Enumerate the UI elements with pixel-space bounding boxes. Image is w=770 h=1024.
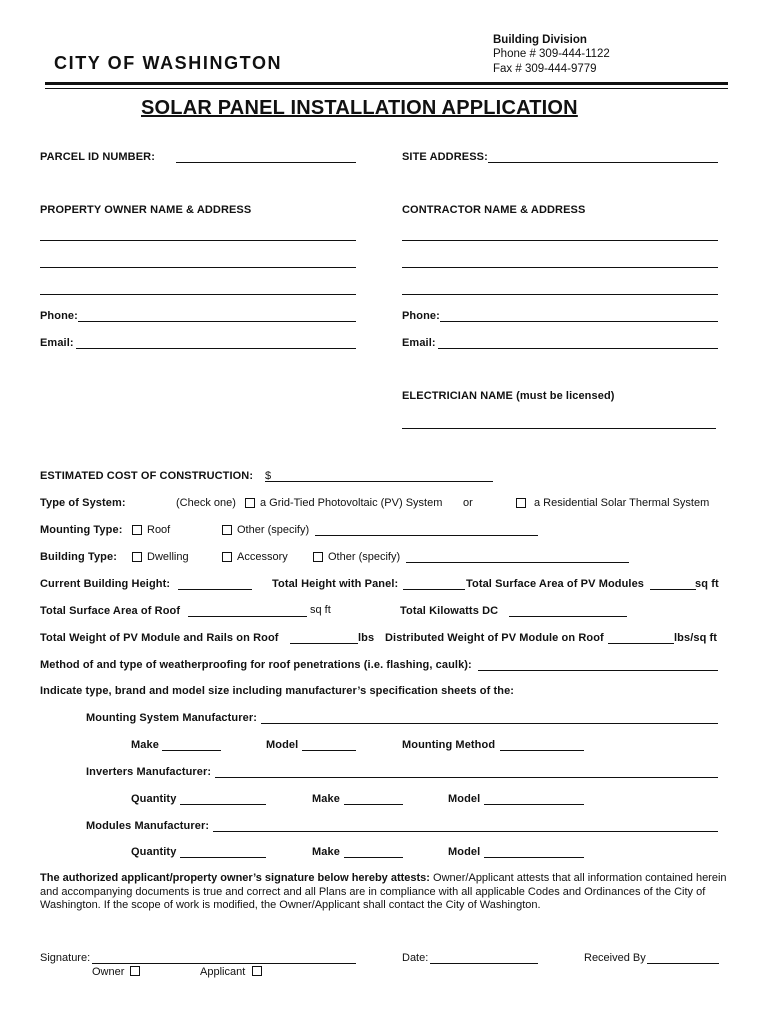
building-division: Building Division — [493, 34, 587, 46]
parcel-id-field[interactable] — [176, 162, 356, 163]
header-rule-thick — [45, 82, 728, 85]
page-title: SOLAR PANEL INSTALLATION APPLICATION — [141, 97, 578, 119]
signature-field[interactable] — [92, 963, 356, 964]
building-dwelling-checkbox[interactable] — [132, 552, 142, 562]
estimated-cost-label: ESTIMATED COST OF CONSTRUCTION: — [40, 470, 254, 482]
owner-phone-field[interactable] — [78, 321, 356, 322]
building-accessory-checkbox[interactable] — [222, 552, 232, 562]
contractor-phone-field[interactable] — [440, 321, 718, 322]
owner-address-line-1[interactable] — [40, 240, 356, 241]
owner-address-line-3[interactable] — [40, 294, 356, 295]
type-of-system-label: Type of System: — [40, 497, 126, 509]
total-weight-label: Total Weight of PV Module and Rails on Roof — [40, 632, 279, 644]
mounting-other-field[interactable] — [315, 535, 538, 536]
owner-checkbox[interactable] — [130, 966, 140, 976]
mounting-type-label: Mounting Type: — [40, 524, 123, 536]
mounting-method-field[interactable] — [500, 750, 584, 751]
mounting-other-checkbox[interactable] — [222, 525, 232, 535]
total-surface-roof-label: Total Surface Area of Roof — [40, 605, 181, 617]
weatherproofing-field[interactable] — [478, 670, 718, 671]
division-phone: Phone # 309-444-1122 — [493, 48, 610, 60]
building-other-field[interactable] — [406, 562, 629, 563]
distributed-lbs-sqft-unit: lbs/sq ft — [674, 632, 718, 644]
indicate-instructions: Indicate type, brand and model size including manufacturer’s specification sheets of the: — [40, 685, 515, 697]
owner-phone-label: Phone: — [40, 310, 78, 322]
inverters-make-field[interactable] — [344, 804, 403, 805]
pv-system-label: a Grid-Tied Photovoltaic (PV) System — [260, 497, 443, 509]
owner-name-address-label: PROPERTY OWNER NAME & ADDRESS — [40, 204, 252, 216]
mounting-other-label: Other (specify) — [237, 524, 310, 536]
mounting-roof-label: Roof — [147, 524, 171, 536]
building-other-label: Other (specify) — [328, 551, 401, 563]
mounting-make-field[interactable] — [162, 750, 221, 751]
inverters-quantity-label: Quantity — [131, 793, 177, 805]
total-surface-pv-field[interactable] — [650, 589, 696, 590]
inverters-mfr-label: Inverters Manufacturer: — [86, 766, 212, 778]
pv-system-checkbox[interactable] — [245, 498, 255, 508]
owner-address-line-2[interactable] — [40, 267, 356, 268]
distributed-weight-field[interactable] — [608, 643, 674, 644]
modules-mfr-label: Modules Manufacturer: — [86, 820, 210, 832]
current-height-label: Current Building Height: — [40, 578, 171, 590]
weight-lbs-unit: lbs — [358, 632, 375, 644]
thermal-system-checkbox[interactable] — [516, 498, 526, 508]
attestation-heading: The authorized applicant/property owner’s signature below hereby attests: — [40, 872, 430, 884]
electrician-label: ELECTRICIAN NAME (must be licensed) — [402, 390, 615, 402]
contractor-email-label: Email: — [402, 337, 436, 349]
total-kw-field[interactable] — [509, 616, 627, 617]
current-height-field[interactable] — [178, 589, 252, 590]
division-fax: Fax # 309-444-9779 — [493, 63, 597, 75]
cost-dollar-sign: $ — [265, 470, 272, 482]
city-name: CITY OF WASHINGTON — [54, 53, 283, 73]
applicant-checkbox[interactable] — [252, 966, 262, 976]
total-kw-label: Total Kilowatts DC — [400, 605, 499, 617]
thermal-system-label: a Residential Solar Thermal System — [534, 497, 710, 509]
contractor-address-line-2[interactable] — [402, 267, 718, 268]
parcel-id-label: PARCEL ID NUMBER: — [40, 151, 155, 163]
mounting-system-mfr-label: Mounting System Manufacturer: — [86, 712, 257, 724]
attestation-line-2: and accompanying documents is true and correct and all Plans are in compliance with all applicable Codes and Ordinances of the City of — [40, 886, 706, 898]
applicant-label: Applicant — [200, 966, 246, 978]
attestation-text-1: Owner/Applicant attests that all information contained herein — [429, 872, 727, 884]
modules-model-field[interactable] — [484, 857, 584, 858]
total-weight-field[interactable] — [290, 643, 358, 644]
attestation-line-3: Washington. If the scope of work is modified, the Owner/Applicant shall contact the City of Washington. — [40, 899, 541, 911]
inverters-model-label: Model — [448, 793, 481, 805]
building-type-label: Building Type: — [40, 551, 117, 563]
or-text: or — [463, 497, 473, 509]
modules-quantity-field[interactable] — [180, 857, 266, 858]
owner-label: Owner — [92, 966, 125, 978]
site-address-field[interactable] — [488, 162, 718, 163]
total-surface-roof-field[interactable] — [188, 616, 307, 617]
contractor-address-line-1[interactable] — [402, 240, 718, 241]
total-height-field[interactable] — [403, 589, 465, 590]
attestation-line-1 — [40, 872, 727, 884]
mounting-roof-checkbox[interactable] — [132, 525, 142, 535]
mounting-model-label: Model — [266, 739, 299, 751]
electrician-field[interactable] — [402, 428, 716, 429]
building-other-checkbox[interactable] — [313, 552, 323, 562]
owner-email-field[interactable] — [76, 348, 356, 349]
building-dwelling-label: Dwelling — [147, 551, 189, 563]
date-label: Date: — [402, 952, 429, 964]
mounting-method-label: Mounting Method — [402, 739, 496, 751]
modules-make-field[interactable] — [344, 857, 403, 858]
inverters-quantity-field[interactable] — [180, 804, 266, 805]
total-height-label: Total Height with Panel: — [272, 578, 399, 590]
total-surface-pv-label: Total Surface Area of PV Modules — [466, 578, 645, 590]
inverters-mfr-field[interactable] — [215, 777, 718, 778]
roof-sq-ft-unit: sq ft — [310, 604, 331, 616]
distributed-weight-label: Distributed Weight of PV Module on Roof — [385, 632, 604, 644]
received-by-label: Received By — [584, 952, 646, 964]
signature-label: Signature: — [40, 952, 91, 964]
building-accessory-label: Accessory — [237, 551, 288, 563]
mounting-model-field[interactable] — [302, 750, 356, 751]
contractor-address-line-3[interactable] — [402, 294, 718, 295]
contractor-name-address-label: CONTRACTOR NAME & ADDRESS — [402, 204, 586, 216]
contractor-email-field[interactable] — [438, 348, 718, 349]
site-address-label: SITE ADDRESS: — [402, 151, 488, 163]
received-by-field[interactable] — [647, 963, 719, 964]
header-rule-thin — [45, 88, 728, 89]
date-field[interactable] — [430, 963, 538, 964]
weatherproofing-label: Method of and type of weatherproofing for roof penetrations (i.e. flashing, caulk): — [40, 659, 472, 671]
contractor-phone-label: Phone: — [402, 310, 440, 322]
pv-sq-ft-unit: sq ft — [695, 578, 719, 590]
modules-make-label: Make — [312, 846, 340, 858]
modules-mfr-field[interactable] — [213, 831, 718, 832]
modules-model-label: Model — [448, 846, 481, 858]
mounting-system-mfr-field[interactable] — [261, 723, 718, 724]
owner-email-label: Email: — [40, 337, 74, 349]
estimated-cost-field[interactable] — [265, 481, 493, 482]
inverters-model-field[interactable] — [484, 804, 584, 805]
inverters-make-label: Make — [312, 793, 340, 805]
check-one-text: (Check one) — [176, 497, 236, 509]
modules-quantity-label: Quantity — [131, 846, 177, 858]
mounting-make-label: Make — [131, 739, 159, 751]
